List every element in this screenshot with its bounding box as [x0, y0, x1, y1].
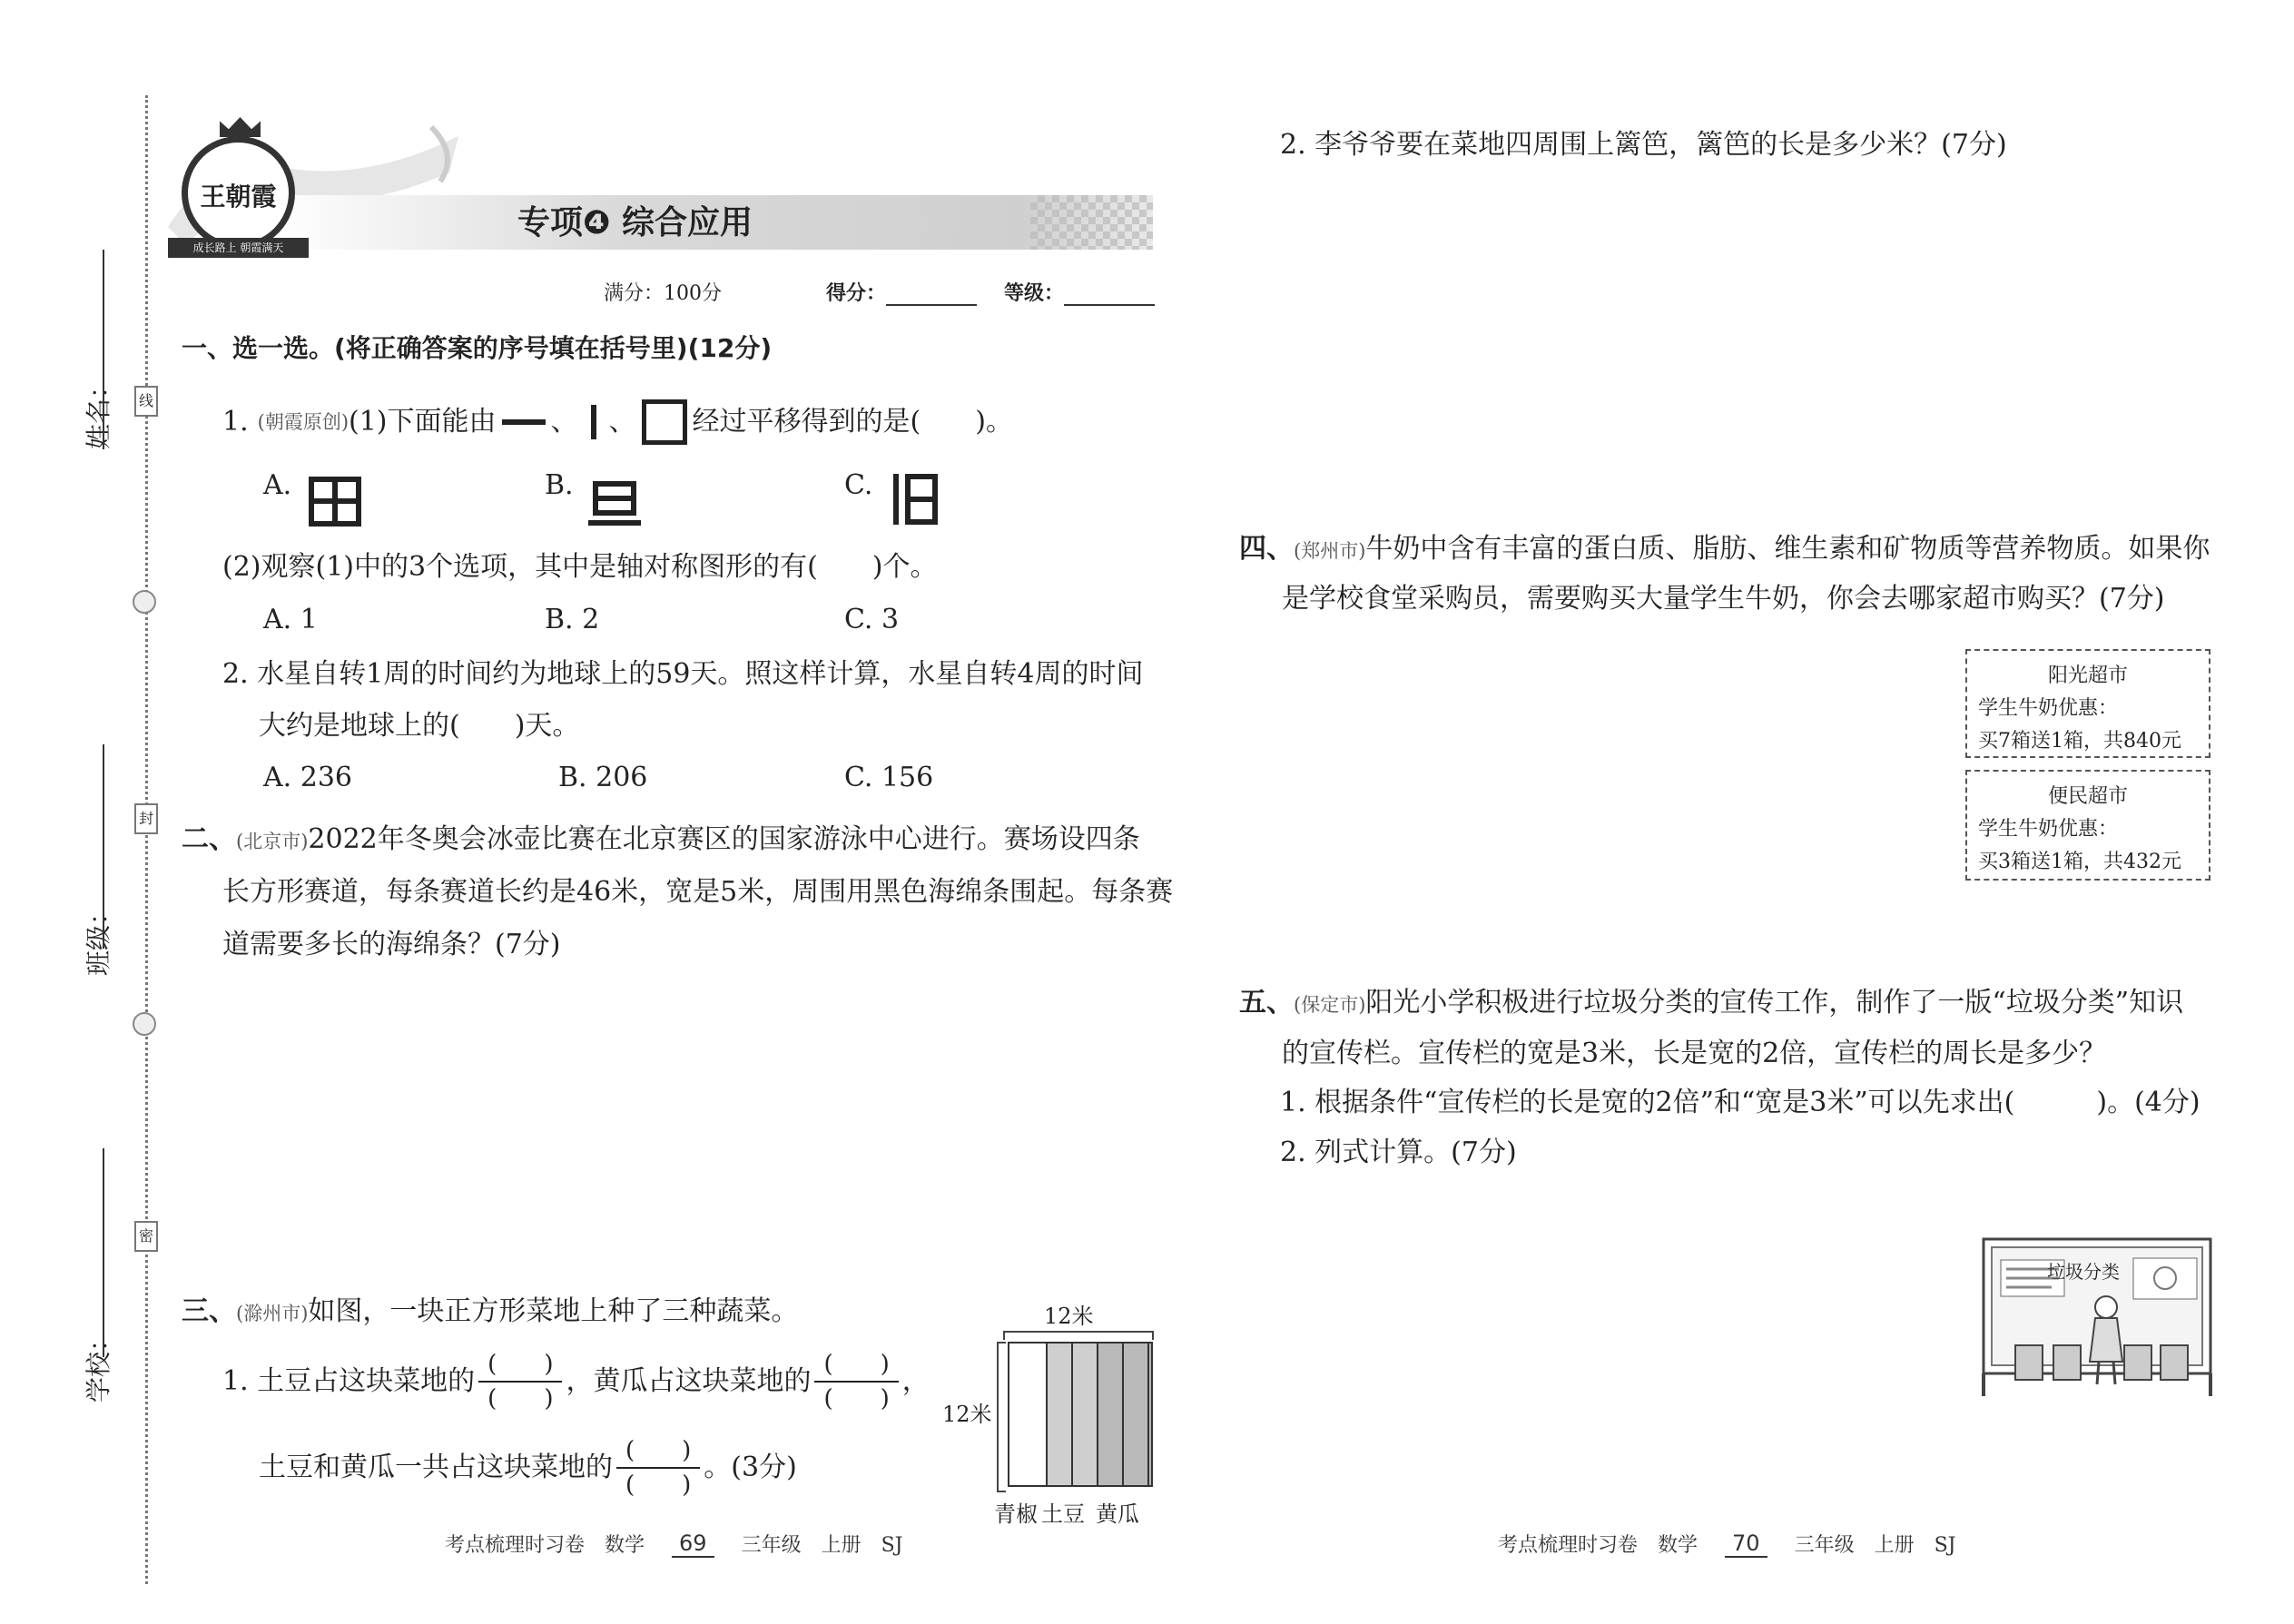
logo-text: 王朝霞: [200, 182, 277, 212]
binding-hole-icon: [133, 1012, 156, 1036]
name-blank: [103, 250, 104, 449]
binding-dotted-line: [145, 95, 148, 1584]
score-label: 得分：: [826, 282, 887, 305]
section-2-line2: 长方形赛道，每条赛道长约是46米，宽是5米，周围用黑色海绵条围起。每条赛: [222, 876, 1174, 908]
binding-hole-icon: [133, 590, 156, 614]
page-title: 专项❹ 综合应用: [517, 204, 753, 241]
score-blank[interactable]: [886, 278, 977, 306]
q1-part2-option-c: C. 3: [844, 604, 900, 635]
section-3-q1-line2: 土豆和黄瓜一共占这块菜地的 $\frac{( )}{( )}$ 。(3分): [259, 1437, 797, 1499]
grid-shape-icon: [309, 477, 361, 527]
school-label: 学校：: [84, 1325, 113, 1403]
board-title: 垃圾分类: [2047, 1261, 2120, 1283]
q1-part2-option-a: A. 1: [263, 604, 318, 635]
fraction-blank[interactable]: $\frac{( )}{( )}$: [478, 1353, 562, 1411]
school-blank: [103, 1148, 104, 1357]
class-label: 班级：: [84, 899, 113, 976]
q1-part2: (2)观察(1)中的3个选项，其中是轴对称图形的有( )个。: [222, 551, 938, 583]
shop-offer-label: 学生牛奶优惠：: [1978, 697, 2119, 720]
section-3-q1-line1: 1. 土豆占这块菜地的 $\frac{( )}{( )}$ ，黄瓜占这块菜地的 $\frac{( )}{( )}$ ，: [222, 1351, 930, 1412]
q2-option-c: C. 156: [844, 762, 934, 793]
banner-checker-decoration: [1030, 195, 1153, 250]
name-label: 姓名：: [84, 372, 113, 449]
vertical-bar-shape-icon: [591, 405, 596, 439]
potato-plot: [1048, 1343, 1073, 1485]
binding-mark-line: 线: [134, 386, 158, 417]
q2-line1: 2. 水星自转1周的时间约为地球上的59天。照这样计算，水星自转4周的时间: [222, 658, 1144, 690]
section-5-q2: 2. 列式计算。(7分): [1280, 1137, 1517, 1168]
horizontal-bar-shape-icon: [502, 419, 546, 425]
section-5-line1: 五、(保定市)阳光小学积极进行垃圾分类的宣传工作，制作了一版“垃圾分类”知识: [1239, 987, 2184, 1019]
section-4-line2: 是学校食堂采购员，需要购买大量学生牛奶，你会去哪家超市购买？(7分): [1282, 583, 2165, 615]
figure-bottom-labels: 青椒 土豆 黄瓜: [994, 1501, 1139, 1527]
q1-part2-option-b: B. 2: [545, 604, 600, 635]
binding-mark-secret: 密: [134, 1221, 158, 1252]
section-5-line2: 的宣传栏。宣传栏的宽是3米，长是宽的2倍，宣传栏的周长是多少？: [1282, 1038, 2107, 1069]
shop-card-sunshine: [1965, 649, 2210, 758]
left-footer: 考点梳理时习卷 数学 69 三年级 上册 SJ: [445, 1530, 903, 1557]
grade-label: 等级：: [1004, 282, 1065, 305]
shop-offer-label: 学生牛奶优惠：: [1978, 818, 2119, 841]
section-3-q2: 2. 李爷爷要在菜地四周围上篱笆，篱笆的长是多少米？(7分): [1280, 129, 2007, 161]
garden-figure: [944, 1298, 1162, 1530]
option-b-label: B.: [545, 469, 574, 501]
right-footer: 考点梳理时习卷 数学 70 三年级 上册 SJ: [1498, 1530, 1956, 1557]
cucumber-plot: [1149, 1343, 1151, 1485]
shop-offer-detail: 买3箱送1箱，共432元: [1978, 851, 2181, 873]
section-2-line3: 道需要多长的海绵条？(7分): [222, 929, 561, 960]
section-5-q1: 1. 根据条件“宣传栏的长是宽的2倍”和“宽是3米”可以先求出( )。(4分): [1280, 1087, 2200, 1118]
option-c-label: C.: [844, 469, 873, 501]
pepper-plot: [1009, 1343, 1048, 1485]
shop-card-bianmin: [1965, 770, 2210, 881]
fraction-blank[interactable]: $\frac{( )}{( )}$: [616, 1439, 700, 1497]
page-number: 70: [1725, 1530, 1767, 1558]
section-1-heading: 一、选一选。(将正确答案的序号填在括号里)(12分): [182, 333, 773, 363]
grade-blank[interactable]: [1064, 278, 1155, 306]
potato-plot: [1073, 1343, 1098, 1485]
q2-option-a: A. 236: [263, 762, 352, 793]
shop-name: 便民超市: [2047, 785, 2128, 808]
square-garden: [1008, 1342, 1153, 1487]
figure-top-bracket: [1003, 1331, 1154, 1340]
class-blank: [103, 744, 104, 949]
figure-left-bracket: [997, 1342, 1006, 1492]
fraction-blank[interactable]: $\frac{( )}{( )}$: [814, 1353, 898, 1411]
square-shape-icon: [642, 399, 687, 445]
q2-line2: 大约是地球上的( )天。: [259, 710, 580, 742]
shop-name: 阳光超市: [2047, 664, 2128, 687]
score-bar: [604, 278, 1155, 306]
full-score: 满分：100分: [604, 282, 722, 305]
dan-shape-icon: [588, 481, 641, 527]
section-2-line1: 二、(北京市)2022年冬奥会冰壶比赛在北京赛区的国家游泳中心进行。赛场设四条: [182, 823, 1140, 855]
section-3-heading: 三、(滁州市)如图，一块正方形菜地上种了三种蔬菜。: [182, 1295, 799, 1327]
jiu-shape-icon: [891, 474, 939, 525]
q2-option-b: B. 206: [558, 762, 648, 793]
logo-ribbon: 成长路上 朝霞满天: [168, 238, 309, 258]
shop-offer-detail: 买7箱送1箱，共840元: [1978, 730, 2181, 753]
binding-mark-seal: 封: [134, 803, 158, 834]
figure-left-label: 12米: [942, 1402, 992, 1427]
option-a-label: A.: [263, 469, 292, 501]
brand-logo: [182, 136, 295, 250]
cucumber-plot: [1124, 1343, 1149, 1485]
page-number: 69: [672, 1530, 714, 1558]
cucumber-plot: [1098, 1343, 1124, 1485]
q1-line: 1. (朝霞原创) (1)下面能由 、 、 经过平移得到的是( )。: [222, 399, 1013, 445]
section-4-line1: 四、(郑州市)牛奶中含有丰富的蛋白质、脂肪、维生素和矿物质等营养物质。如果你: [1239, 533, 2210, 565]
figure-top-label: 12米: [1044, 1304, 1094, 1329]
